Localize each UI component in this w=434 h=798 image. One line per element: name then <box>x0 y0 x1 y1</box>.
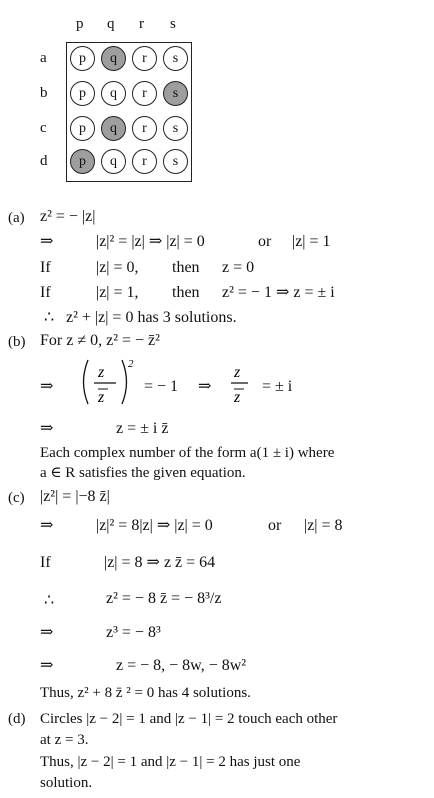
a-line3-result: z = 0 <box>222 259 255 276</box>
c-line1: |z²| = |−8 z̄| <box>40 488 110 505</box>
d-line3: Thus, |z − 2| = 1 and |z − 1| = 2 has just one <box>40 754 301 770</box>
b-line4: Each complex number of the form a(1 ± i) where <box>40 445 335 461</box>
bubble-a-r: r <box>132 46 157 71</box>
a-if-2: If <box>40 284 51 301</box>
b-line1: For z ≠ 0, z² = − z̄² <box>40 332 160 349</box>
bubble-a-q: q <box>101 46 126 71</box>
bubble-c-q: q <box>101 116 126 141</box>
svg-text:z: z <box>234 389 241 406</box>
b-line3: z = ± i z̄ <box>116 420 169 437</box>
a-line4-cond: |z| = 1, <box>96 284 139 301</box>
d-line4: solution. <box>40 775 93 791</box>
label-c: (c) <box>8 490 25 506</box>
c-line2-main: |z|² = 8|z| ⇒ |z| = 0 <box>96 517 213 534</box>
col-header-r: r <box>139 16 144 32</box>
b-fraction <box>228 362 252 406</box>
bubble-a-s: s <box>163 46 188 71</box>
col-header-q: q <box>107 16 115 32</box>
c-line6: z = − 8, − 8w, − 8w² <box>116 657 247 674</box>
c-line2-alt: |z| = 8 <box>304 517 343 534</box>
bubble-b-q: q <box>101 81 126 106</box>
bubble-d-s: s <box>163 149 188 174</box>
a-line2-main: |z|² = |z| ⇒ |z| = 0 <box>96 233 205 250</box>
label-b: (b) <box>8 334 26 350</box>
b-implies-1: ⇒ <box>40 378 54 395</box>
d-line2: at z = 3. <box>40 732 89 748</box>
svg-text:z: z <box>234 364 241 381</box>
row-header-c: c <box>40 120 47 136</box>
col-header-p: p <box>76 16 84 32</box>
b-line5: a ∈ R satisfies the given equation. <box>40 465 246 481</box>
a-line4-result: z² = − 1 ⇒ z = ± i <box>222 284 335 301</box>
row-header-b: b <box>40 85 48 101</box>
a-implies-1: ⇒ <box>40 233 54 250</box>
bubble-c-p: p <box>70 116 95 141</box>
a-then-2: then <box>172 284 200 301</box>
c-line5: z³ = − 8³ <box>106 624 161 641</box>
row-header-d: d <box>40 153 48 169</box>
c-line3: |z| = 8 ⇒ z z̄ = 64 <box>104 554 216 571</box>
a-line3-cond: |z| = 0, <box>96 259 139 276</box>
col-header-s: s <box>170 16 176 32</box>
bubble-d-q: q <box>101 149 126 174</box>
a-line2-alt: |z| = 1 <box>292 233 331 250</box>
d-line1: Circles |z − 2| = 1 and |z − 1| = 2 touch each other <box>40 711 338 727</box>
c-if: If <box>40 554 51 571</box>
c-implies-2: ⇒ <box>40 624 54 641</box>
row-header-a: a <box>40 50 47 66</box>
bubble-d-p: p <box>70 149 95 174</box>
bubble-b-r: r <box>132 81 157 106</box>
svg-text:2: 2 <box>128 358 134 370</box>
b-line2-rhs: = − 1 <box>144 378 179 395</box>
b-line2-rhs2: = ± i <box>262 378 293 395</box>
bubble-b-s: s <box>163 81 188 106</box>
b-fraction-squared <box>78 354 138 410</box>
c-line4: z² = − 8 z̄ = − 8³/z <box>106 590 222 607</box>
a-line1: z² = − |z| <box>40 208 96 225</box>
a-line2-or: or <box>258 233 272 250</box>
a-line5: z² + |z| = 0 has 3 solutions. <box>66 309 237 326</box>
b-implies-3: ⇒ <box>40 420 54 437</box>
c-implies-3: ⇒ <box>40 657 54 674</box>
bubble-a-p: p <box>70 46 95 71</box>
svg-text:z: z <box>98 389 105 406</box>
bubble-d-r: r <box>132 149 157 174</box>
b-implies-2: ⇒ <box>198 378 212 395</box>
c-therefore: ∴ <box>44 592 55 609</box>
label-d: (d) <box>8 711 26 727</box>
svg-text:z: z <box>98 364 105 381</box>
c-line7: Thus, z² + 8 z̄ ² = 0 has 4 solutions. <box>40 685 251 701</box>
a-therefore: ∴ <box>44 309 55 326</box>
c-implies-1: ⇒ <box>40 517 54 534</box>
c-line2-or: or <box>268 517 282 534</box>
bubble-b-p: p <box>70 81 95 106</box>
bubble-c-r: r <box>132 116 157 141</box>
bubble-c-s: s <box>163 116 188 141</box>
a-then-1: then <box>172 259 200 276</box>
a-if-1: If <box>40 259 51 276</box>
label-a: (a) <box>8 210 25 226</box>
